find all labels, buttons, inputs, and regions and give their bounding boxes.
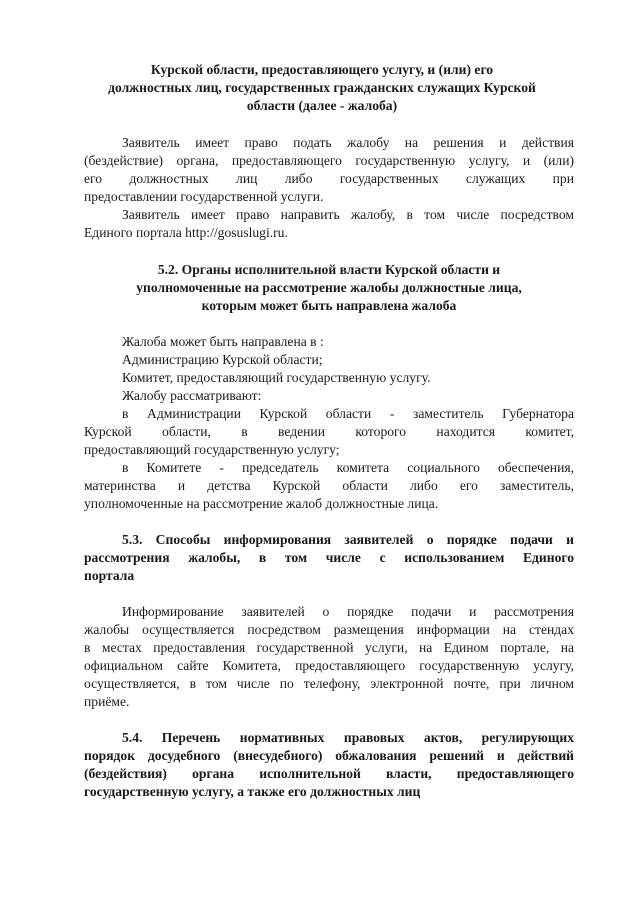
text-line: Заявитель имеет право подать жалобу на решения и действия <box>122 135 574 150</box>
text-line: материнства и детства Курской области либо его заместитель, <box>84 478 574 493</box>
text-line: (бездействие) органа, предоставляющего государственную услугу, и (или) <box>84 153 574 168</box>
text-line: уполномоченные на рассмотрение жалоб должностные лица. <box>84 496 439 511</box>
heading-line: порядок досудебного (внесудебного) обжалования решений и действий <box>84 748 574 763</box>
heading-line: портала <box>84 568 135 583</box>
text-line: Единого портала http://gosuslugi.ru. <box>84 225 288 240</box>
text-line: предоставляющий государственную услугу; <box>84 442 340 457</box>
text-line: официальном сайте Комитета, предоставляющего государственную услугу, <box>84 658 574 673</box>
text-line: осуществляется, в том числе по телефону, электронной почте, при личном <box>84 676 574 691</box>
text-line: жалобы осуществляется посредством размещения информации на стендах <box>84 622 574 637</box>
heading-line: государственную услугу, а также его должностных лиц <box>84 784 421 799</box>
heading-line: 5.3. Способы информирования заявителей о порядке подачи и <box>122 532 574 547</box>
text-line: в местах предоставления государственной услуги, на Едином портале, на <box>84 640 574 655</box>
intro-heading-line: должностных лиц, государственных гражданских служащих Курской <box>108 80 536 95</box>
text-line: приёме. <box>84 694 130 709</box>
text-line: Жалобу рассматривают: <box>122 388 262 403</box>
text-line: Информирование заявителей о порядке подачи и рассмотрения <box>122 604 574 619</box>
text-line: предоставлении государственной услуги. <box>84 189 324 204</box>
text-line: Жалоба может быть направлена в : <box>122 334 324 349</box>
heading-line: (бездействия) органа исполнительной власти, предоставляющего <box>84 766 574 781</box>
text-line: Администрацию Курской области; <box>122 352 323 367</box>
heading-line: 5.4. Перечень нормативных правовых актов, регулирующих <box>122 730 574 745</box>
text-line: его должностных лиц либо государственных служащих при <box>84 171 574 186</box>
text-line: в Администрации Курской области - заместитель Губернатора <box>122 406 574 421</box>
text-line: Заявитель имеет право направить жалобу, в том числе посредством <box>122 207 574 222</box>
text-line: Комитет, предоставляющий государственную услугу. <box>122 370 431 385</box>
heading-line: 5.2. Органы исполнительной власти Курской области и <box>157 262 501 277</box>
text-line: в Комитете - председатель комитета социального обеспечения, <box>122 460 574 475</box>
heading-line: которым может быть направлена жалоба <box>201 298 457 313</box>
text-line: Курской области, в ведении которого находится комитет, <box>84 424 574 439</box>
heading-line: уполномоченные на рассмотрение жалобы должностные лица, <box>136 280 522 295</box>
intro-heading-line: Курской области, предоставляющего услугу, и (или) его <box>150 62 494 77</box>
intro-heading-line: области (далее - жалоба) <box>246 98 398 113</box>
heading-line: рассмотрения жалобы, в том числе с использованием Единого <box>84 550 574 565</box>
